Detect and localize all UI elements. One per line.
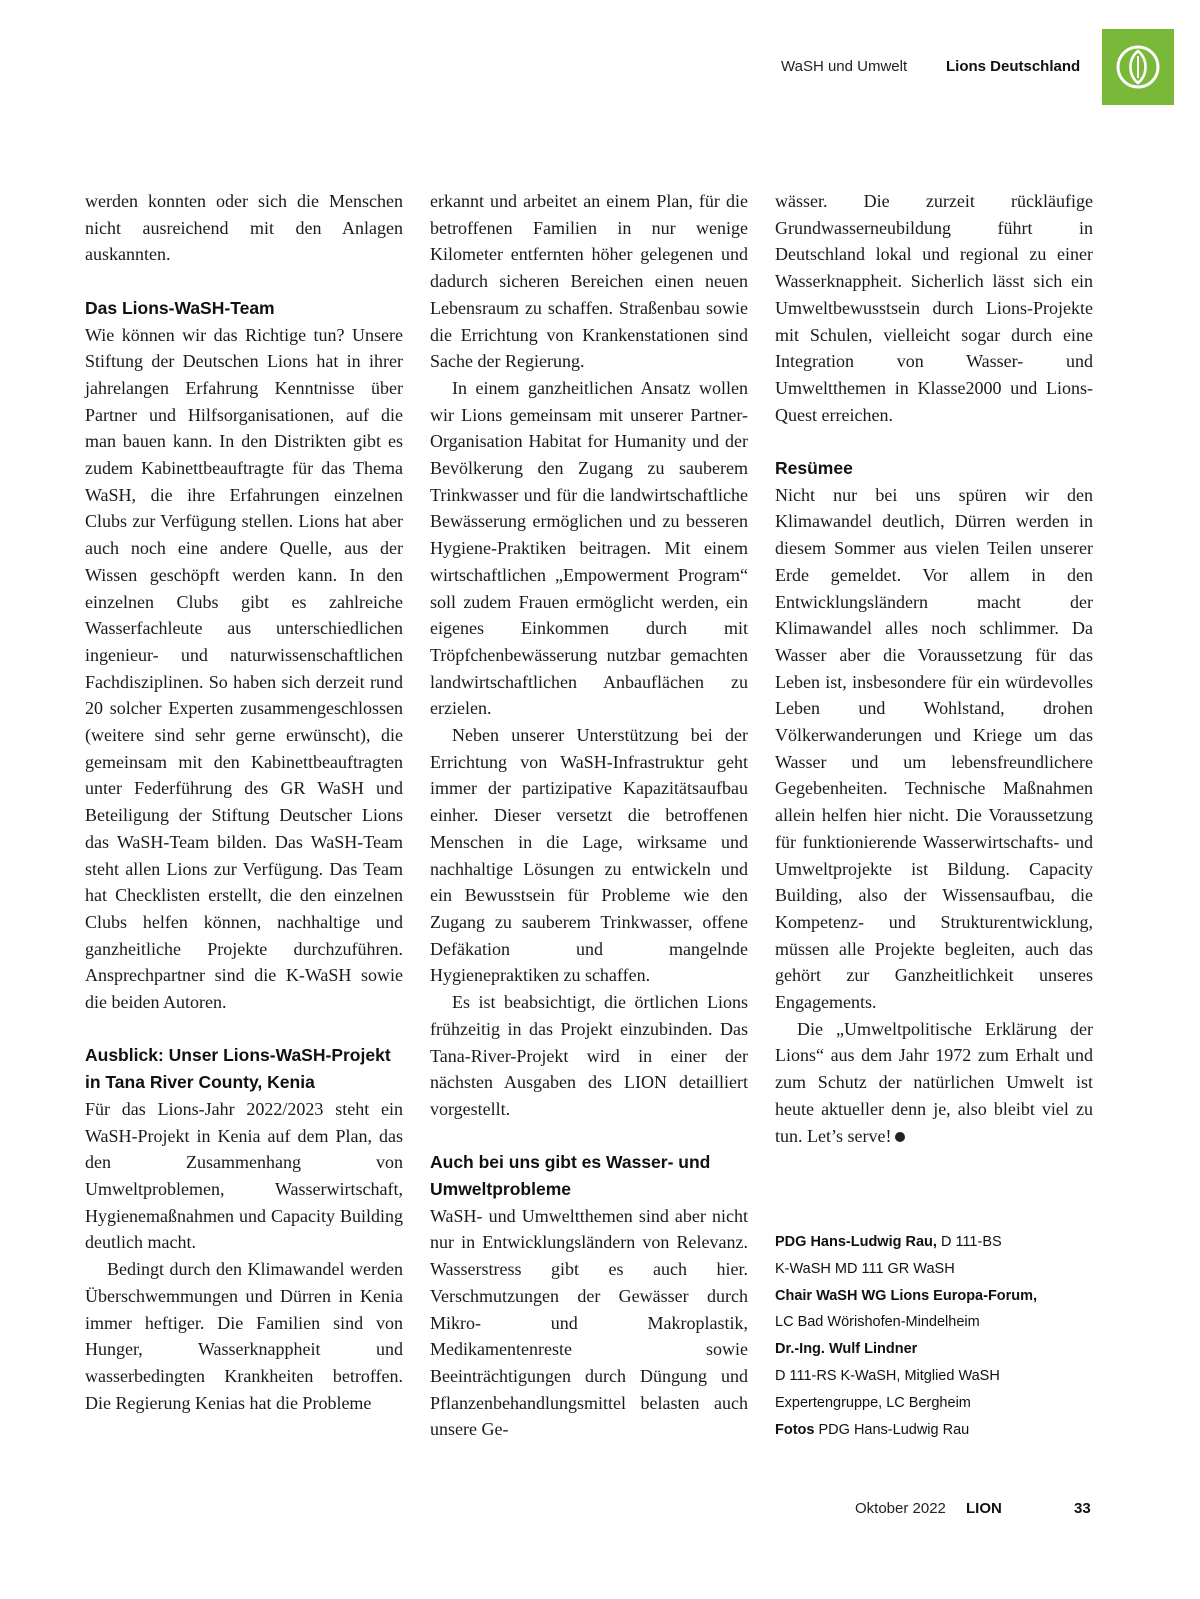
brand-title: Lions Deutschland bbox=[946, 58, 1081, 75]
author2-club: Expertengruppe, LC Bergheim bbox=[775, 1394, 971, 1411]
footer-issue-date: Oktober 2022 bbox=[855, 1500, 946, 1517]
author2-name: Dr.-Ing. Wulf Lindner bbox=[775, 1341, 918, 1358]
paragraph-continuation: wässer. Die zurzeit rückläufige Grundwasserneubildung führt in Deutschland lokal und regional zu einer Wasserknappheit. Sicherlich lässt sich ein Umweltbewusstsein durch Lions-Projekte mit Schulen, vielleicht sogar durch eine Integration von Wasser- und Umweltthemen in Klasse2000 und Lions-Quest erreichen. bbox=[775, 191, 1093, 425]
heading-resumee: Resümee bbox=[775, 458, 853, 479]
paragraph-infrastruktur: Neben unserer Unterstützung bei der Errichtung von WaSH-Infrastruktur geht immer der partizipative Kapazitätsaufbau einher. Dieser versetzt die betroffenen Menschen in die Lage, wirksame und nachhaltige Lösungen zu entwickeln und ein Bewusstsein für Probleme wie den Zugang zu sauberem Trinkwasser, offene Defäkation und mangelnde Hygienepraktiken zu schaffen. bbox=[430, 725, 748, 986]
author-credits bbox=[775, 1229, 1105, 1443]
paragraph-umweltprobleme: WaSH- und Umweltthemen sind aber nicht nur in Entwicklungsländern von Relevanz. Wasserstress gibt es auch hier. Verschmutzungen der Gewässer durch Mikro- und Makroplastik, Medikamentenreste sowie Beeinträchtigungen durch Düngung und Pflanzenbehandlungsmittel belasten auch unsere Ge- bbox=[430, 1205, 748, 1440]
heading-lions-wash-team: Das Lions-WaSH-Team bbox=[85, 297, 275, 318]
lions-logo bbox=[1102, 29, 1174, 105]
page-number: 33 bbox=[1074, 1500, 1091, 1517]
author1-name: PDG Hans-Ludwig Rau, bbox=[775, 1234, 937, 1250]
final-text: Die „Umweltpolitische Erklärung der Lions“ aus dem Jahr 1972 zum Erhalt und zum Schutz der natürlichen Umwelt ist heute aktueller denn je, also bleibt viel zu tun. Let’s serve! bbox=[775, 1018, 1093, 1146]
author1-club: LC Bad Wörishofen-Mindelheim bbox=[775, 1314, 980, 1331]
article-column-1 bbox=[85, 188, 403, 1416]
paragraph-team: Wie können wir das Richtige tun? Unsere Stiftung der Deutschen Lions hat in ihrer jahrelangen Erfahrung Kenntnisse über Partner und Hilfsorganisationen, auf die man bauen kann. In den Distrikten gibt es zudem Kabinettbeauftragte für das Thema WaSH, die ihre Erfahrungen einzelnen Clubs zur Verfügung stellen. Lions hat aber auch noch eine andere Quelle, aus der Wissen geschöpft werden kann. In den einzelnen Clubs gibt es zahlreiche Wasserfachleute aus unterschiedlichen ingenieur- und naturwissenschaftlichen Fachdisziplinen. So haben sich derzeit rund 20 solcher Experten zusammengeschlossen (weitere sind sehr gerne erwünscht), die gemeinsam mit den Kabinettbeauftragten unter Federführung des GR WaSH und Beteiligung der Stiftung Deutscher Lions das WaSH-Team bilden. Das WaSH-Team steht allen Lions zur Verfügung. Das Team hat Checklisten erstellt, die den einzelnen Clubs helfen können, nachhaltige und ganzheitliche Projekte durchzuführen. Ansprechpartner sind die K-WaSH sowie die beiden Autoren. bbox=[85, 324, 403, 1013]
paragraph-oertliche-lions: Es ist beabsichtigt, die örtlichen Lions frühzeitig in das Projekt einzubinden. Das Tana-River-Projekt wird in einer der nächsten Ausgaben des LION detailliert vorgestellt. bbox=[430, 992, 748, 1119]
section-title: WaSH und Umwelt bbox=[781, 58, 908, 75]
end-mark-icon bbox=[895, 1132, 905, 1142]
heading-umweltprobleme: Auch bei uns gibt es Wasser- und Umweltprobleme bbox=[430, 1152, 711, 1199]
lions-leaf-icon bbox=[1115, 44, 1161, 90]
author1-role: K-WaSH MD 111 GR WaSH bbox=[775, 1260, 955, 1277]
author1-district: D 111-BS bbox=[936, 1234, 1002, 1250]
paragraph-continuation: erkannt und arbeitet an einem Plan, für die betroffenen Familien in nur wenige Kilometer entfernten höher gelegenen und dadurch sicheren Bereichen einen neuen Lebensraum zu schaffen. Straßenbau sowie die Errichtung von Krankenstationen sind Sache der Regierung. bbox=[430, 191, 748, 372]
author2-role: D 111-RS K-WaSH, Mitglied WaSH bbox=[775, 1367, 1000, 1384]
paragraph-final bbox=[775, 1016, 1093, 1150]
paragraph-kenia-1: Für das Lions-Jahr 2022/2023 steht ein WaSH-Projekt in Kenia auf dem Plan, das den Zusammenhang von Umweltproblemen, Wasserwirtschaft, Hygienemaßnahmen und Capacity Building deutlich macht. bbox=[85, 1098, 403, 1253]
paragraph-ansatz: In einem ganzheitlichen Ansatz wollen wir Lions gemeinsam mit unserer Partner-Organisation Habitat for Humanity und der Bevölkerung den Zugang zu sauberem Trinkwasser und für die landwirtschaftliche Bewässerung ermöglichen und zu besseren Hygiene-Praktiken beitragen. Mit einem wirtschaftlichen „Empowerment Program“ soll zudem Frauen ermöglicht werden, ein eigenes Einkommen durch mit Tröpfchenbewässerung nutzbar gemachten landwirtschaftlichen Anbauflächen zu erzielen. bbox=[430, 377, 748, 719]
photos-label: Fotos bbox=[775, 1421, 815, 1438]
photos-credit: PDG Hans-Ludwig Rau bbox=[814, 1421, 970, 1438]
author1-chair: Chair WaSH WG Lions Europa-Forum, bbox=[775, 1287, 1038, 1304]
footer-magazine: LION bbox=[966, 1500, 1002, 1517]
article-column-2 bbox=[430, 188, 748, 1443]
paragraph-intro: werden konnten oder sich die Menschen nicht ausreichend mit den Anlagen auskannten. bbox=[85, 191, 403, 265]
heading-kenia-project: Ausblick: Unser Lions-WaSH-Projekt in Tana River County, Kenia bbox=[85, 1045, 391, 1093]
paragraph-kenia-2: Bedingt durch den Klimawandel werden Überschwemmungen und Dürren in Kenia immer heftiger. Die Familien sind von Hunger, Wasserknappheit und wasserbedingten Krankheiten betroffen. Die Regierung Kenias hat die Probleme bbox=[85, 1259, 403, 1413]
paragraph-resumee: Nicht nur bei uns spüren wir den Klimawandel deutlich, Dürren werden in diesem Sommer aus vielen Teilen unserer Erde gemeldet. Vor allem in den Entwicklungsländern macht der Klimawandel alles noch schlimmer. Da Wasser aber die Voraussetzung für das Leben ist, insbesondere für ein würdevolles Leben und Wohlstand, drohen Völkerwanderungen und Kriege um das Wasser und um lebensfreundlichere Gegebenheiten. Technische Maßnahmen allein helfen hier nicht. Die Voraussetzung für funktionierende Wasserwirtschafts- und Umweltprojekte ist Bildung. Capacity Building, also der Wissensaufbau, die Kompetenz- und Strukturentwicklung, müssen alle Projekte begleiten, auch das gehört zur Ganzheitlichkeit unseres Engagements. bbox=[775, 484, 1093, 1013]
article-column-3 bbox=[775, 188, 1093, 1149]
